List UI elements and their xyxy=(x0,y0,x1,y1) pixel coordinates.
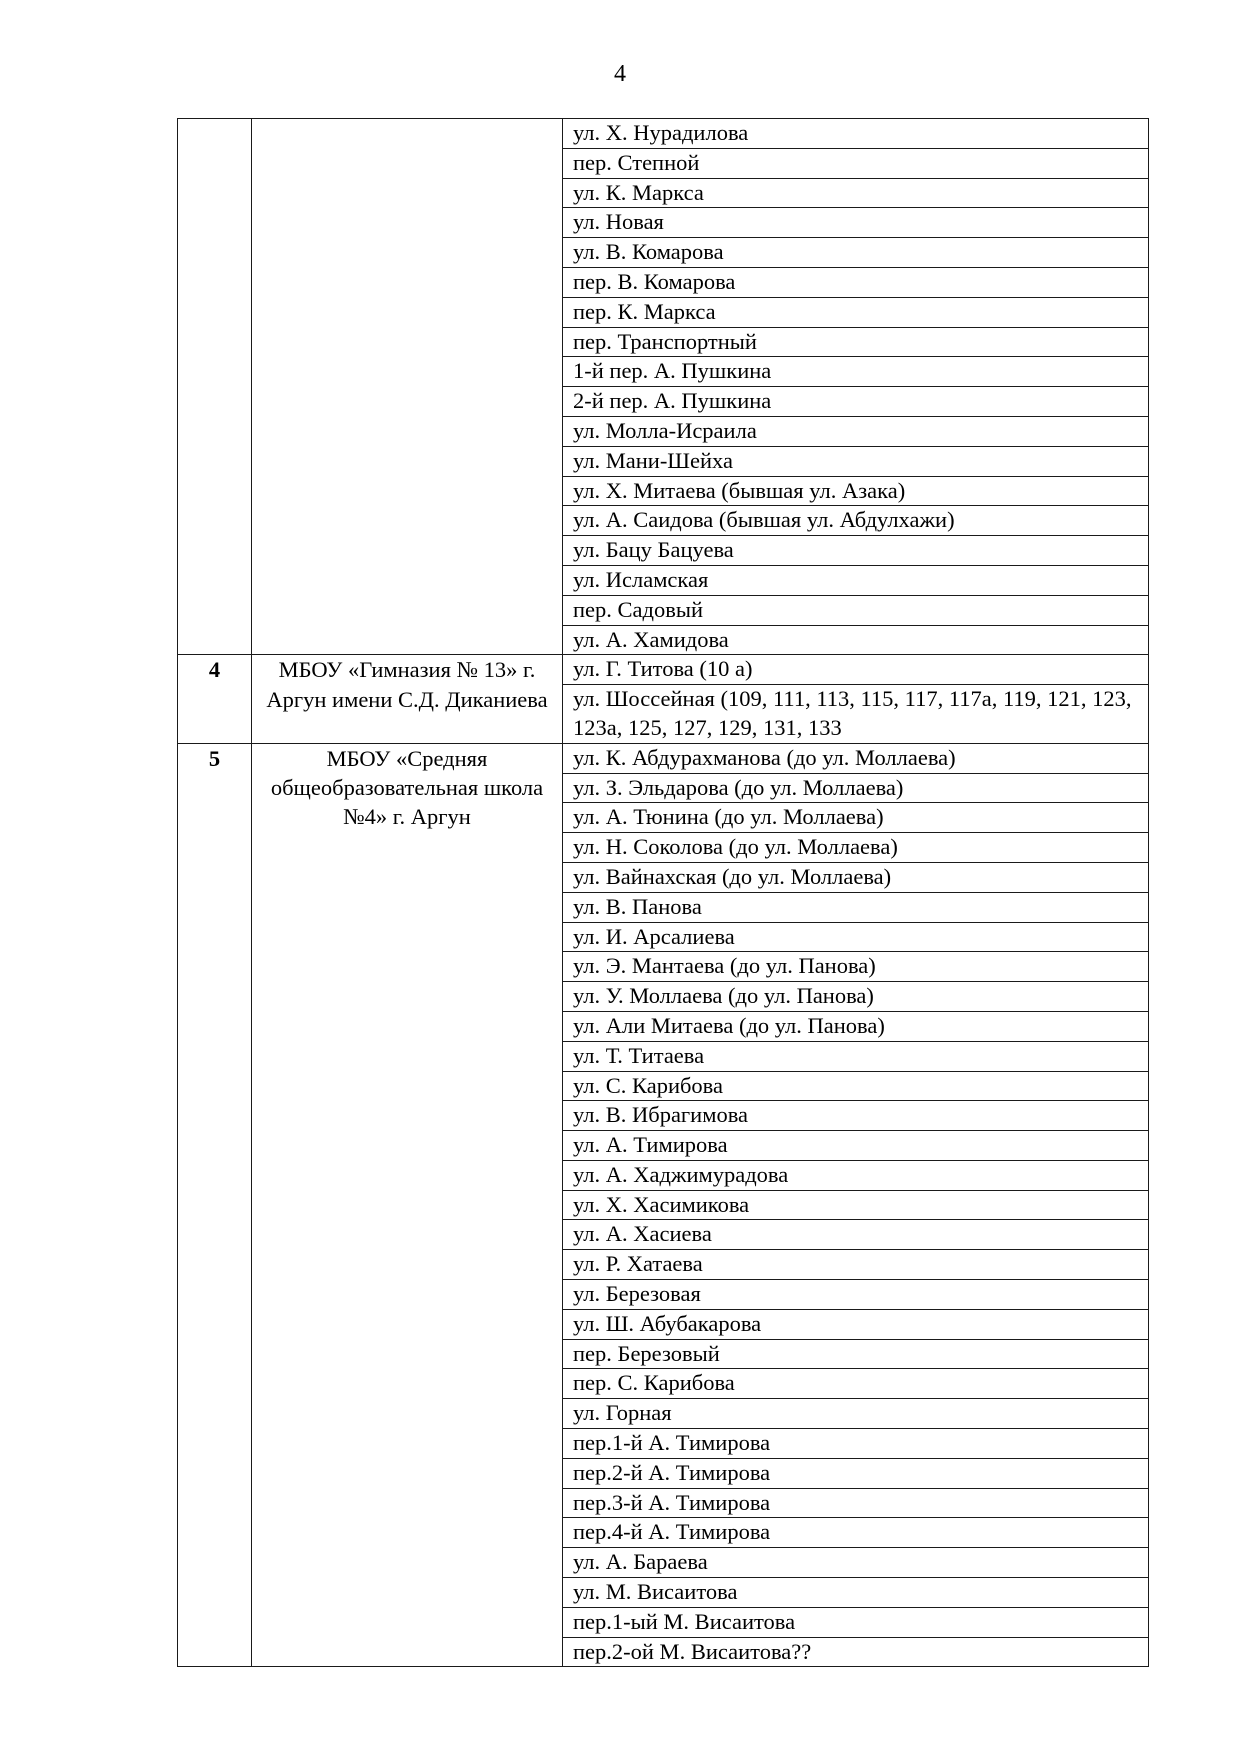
table-row xyxy=(178,743,1149,773)
street-cell: ул. Х. Митаева (бывшая ул. Азака) xyxy=(563,476,1149,506)
school-name-cell xyxy=(252,119,563,655)
street-cell: пер. Степной xyxy=(563,148,1149,178)
street-cell: ул. У. Моллаева (до ул. Панова) xyxy=(563,982,1149,1012)
street-cell: пер. Березовый xyxy=(563,1339,1149,1369)
street-cell: ул. Мани-Шейха xyxy=(563,446,1149,476)
street-cell: ул. В. Комарова xyxy=(563,238,1149,268)
street-cell: ул. З. Эльдарова (до ул. Моллаева) xyxy=(563,773,1149,803)
street-cell: ул. Березовая xyxy=(563,1280,1149,1310)
table-body xyxy=(178,119,1149,1667)
street-cell: ул. А. Тюнина (до ул. Моллаева) xyxy=(563,803,1149,833)
street-cell: пер.4-й А. Тимирова xyxy=(563,1518,1149,1548)
street-cell: пер. К. Маркса xyxy=(563,297,1149,327)
street-cell: пер. В. Комарова xyxy=(563,267,1149,297)
street-cell: ул. Горная xyxy=(563,1399,1149,1429)
street-cell: ул. Бацу Бацуева xyxy=(563,536,1149,566)
street-cell: пер.2-й А. Тимирова xyxy=(563,1458,1149,1488)
street-cell: ул. Н. Соколова (до ул. Моллаева) xyxy=(563,833,1149,863)
street-cell: ул. А. Хамидова xyxy=(563,625,1149,655)
school-name-cell: МБОУ «Гимназия № 13» г. Аргун имени С.Д. Диканиева xyxy=(252,655,563,743)
street-cell: ул. В. Ибрагимова xyxy=(563,1101,1149,1131)
street-cell: ул. Шоссейная (109, 111, 113, 115, 117, 117а, 119, 121, 123, 123а, 125, 127, 129, 131, 133 xyxy=(563,685,1149,744)
row-number-cell xyxy=(178,119,252,655)
street-cell: ул. Молла-Исраила xyxy=(563,416,1149,446)
street-cell: ул. К. Маркса xyxy=(563,178,1149,208)
street-cell: ул. Х. Хасимикова xyxy=(563,1190,1149,1220)
street-cell: ул. С. Карибова xyxy=(563,1071,1149,1101)
street-cell: ул. В. Панова xyxy=(563,892,1149,922)
school-name-cell: МБОУ «Средняя общеобразовательная школа №4» г. Аргун xyxy=(252,743,563,1667)
street-cell: ул. А. Бараева xyxy=(563,1548,1149,1578)
street-cell: ул. М. Висаитова xyxy=(563,1578,1149,1608)
street-cell: ул. Р. Хатаева xyxy=(563,1250,1149,1280)
row-number-cell: 5 xyxy=(178,743,252,1667)
street-cell: ул. Новая xyxy=(563,208,1149,238)
street-cell: пер. Садовый xyxy=(563,595,1149,625)
street-cell: пер.1-й А. Тимирова xyxy=(563,1429,1149,1459)
street-cell: ул. Вайнахская (до ул. Моллаева) xyxy=(563,862,1149,892)
street-cell: ул. Ш. Абубакарова xyxy=(563,1309,1149,1339)
street-cell: ул. Э. Мантаева (до ул. Панова) xyxy=(563,952,1149,982)
row-number-cell: 4 xyxy=(178,655,252,743)
street-cell: ул. А. Саидова (бывшая ул. Абдулхажи) xyxy=(563,506,1149,536)
table-row xyxy=(178,119,1149,149)
street-cell: ул. Али Митаева (до ул. Панова) xyxy=(563,1011,1149,1041)
page-number: 4 xyxy=(614,61,626,87)
street-cell: ул. Х. Нурадилова xyxy=(563,119,1149,149)
school-districts-table xyxy=(177,118,1149,1667)
street-cell: пер.3-й А. Тимирова xyxy=(563,1488,1149,1518)
street-cell: ул. Исламская xyxy=(563,565,1149,595)
street-cell: ул. А. Хасиева xyxy=(563,1220,1149,1250)
street-cell: ул. Г. Титова (10 а) xyxy=(563,655,1149,685)
street-cell: ул. Т. Титаева xyxy=(563,1041,1149,1071)
street-cell: пер.1-ый М. Висаитова xyxy=(563,1607,1149,1637)
table-row xyxy=(178,655,1149,685)
street-cell: ул. И. Арсалиева xyxy=(563,922,1149,952)
street-cell: пер. Транспортный xyxy=(563,327,1149,357)
street-cell: пер.2-ой М. Висаитова?? xyxy=(563,1637,1149,1667)
street-cell: 2-й пер. А. Пушкина xyxy=(563,387,1149,417)
street-cell: ул. К. Абдурахманова (до ул. Моллаева) xyxy=(563,743,1149,773)
street-cell: пер. С. Карибова xyxy=(563,1369,1149,1399)
street-cell: 1-й пер. А. Пушкина xyxy=(563,357,1149,387)
street-cell: ул. А. Хаджимурадова xyxy=(563,1160,1149,1190)
street-cell: ул. А. Тимирова xyxy=(563,1131,1149,1161)
